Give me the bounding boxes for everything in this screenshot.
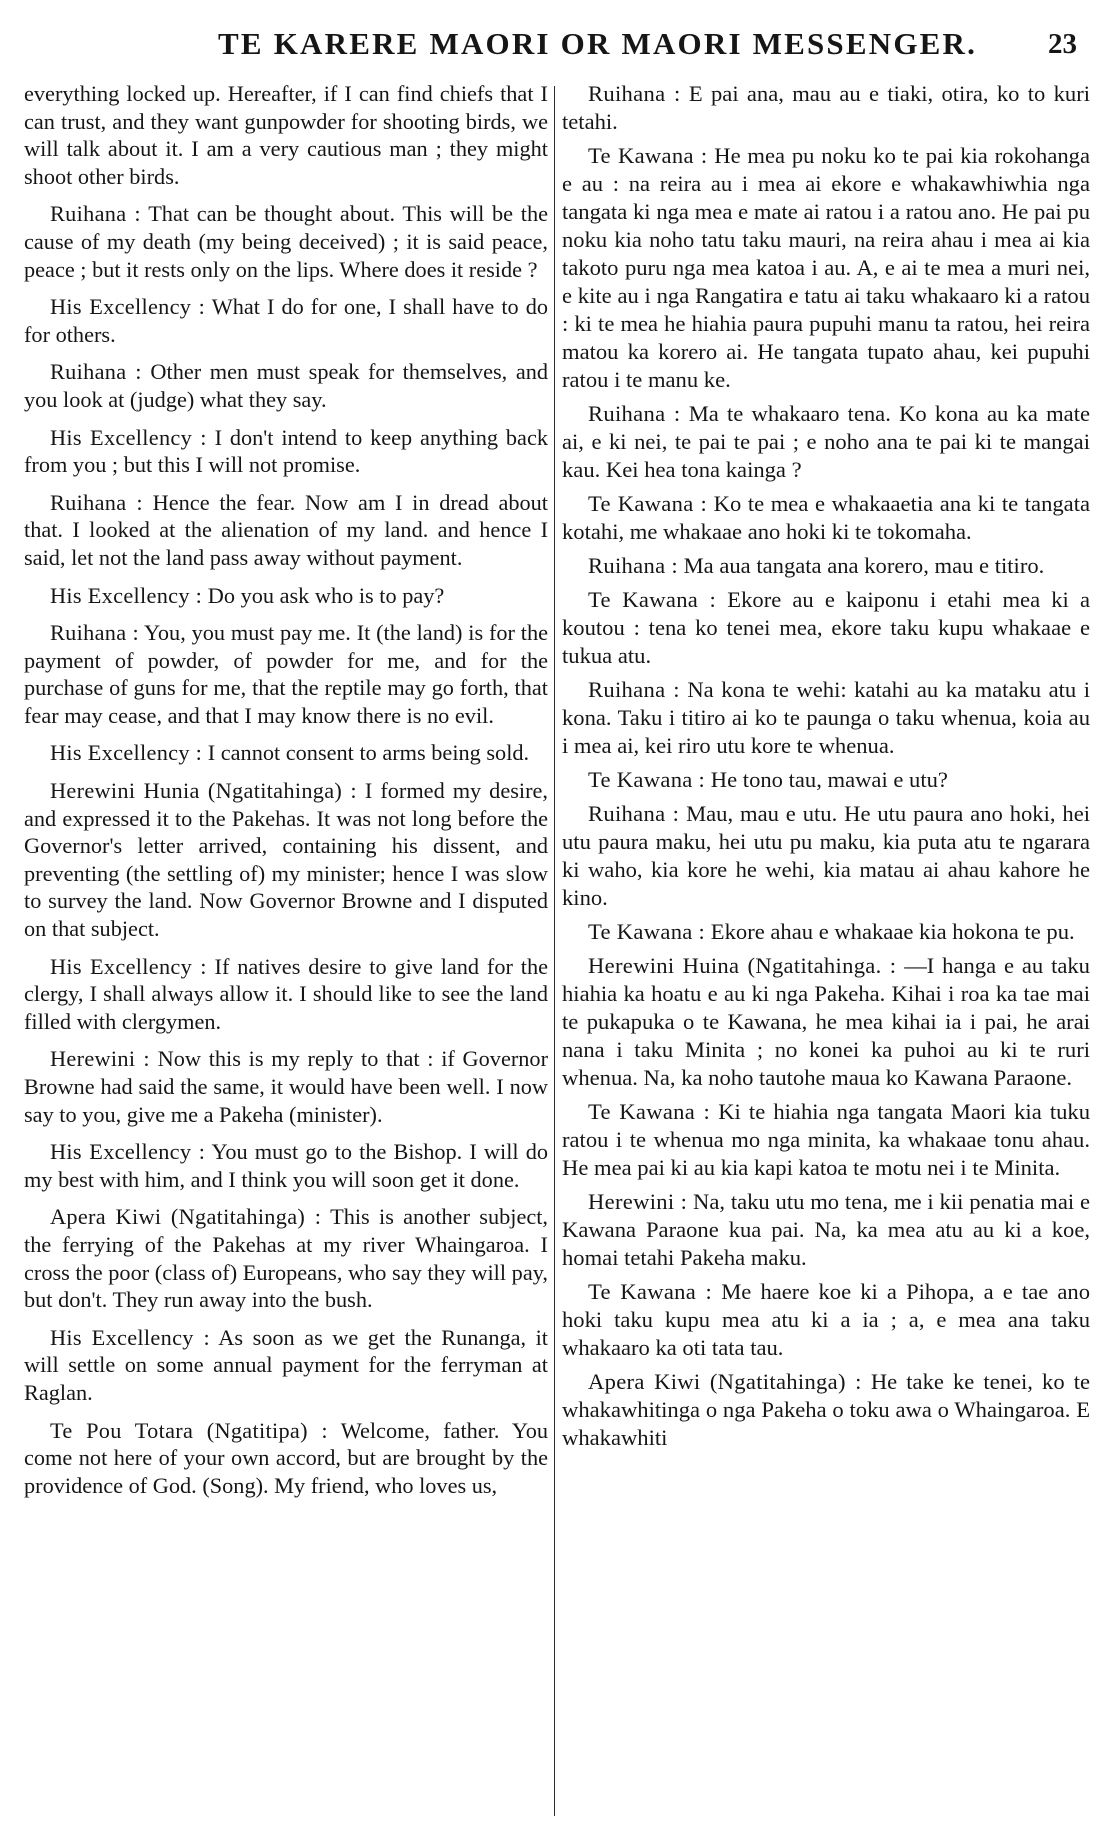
speaker-name: Te Kawana : [588, 587, 717, 612]
speech-text: As soon as we get the Runanga, it will settle on some annual payment for the ferryman at Raglan. [24, 1324, 548, 1405]
speech-text: He take ke tenei, ko te whakawhitinga o nga Pakeha o toku awa o Whaingaroa. E whakawhiti [562, 1369, 1090, 1450]
speaker-name: His Excellency : [50, 953, 207, 979]
maori-paragraph [562, 800, 1090, 912]
speaker-name: Herewini Huina (Ngatitahinga. : [588, 953, 897, 978]
speech-text: I formed my desire, and expressed it to the Pakehas. It was not long before the Governor's letter arrived, containing his dissent, and preventing (the settling of) my minister; hence I was slow to survey the land. Now Governor Browne and I disputed on that subject. [24, 778, 548, 942]
english-paragraph [24, 1417, 548, 1500]
speaker-name: Herewini : [588, 1189, 688, 1214]
speaker-name: Ruihana : [588, 401, 681, 426]
speech-text: —I hanga e au taku hiahia ka hoatu e au ki nga Pakeha. Kihai i roa ka tae mai te pukapuka o te Kawana, he mea kihai ia i pai, he arai nana i taku Minita ; no konei ka puhoi au ki te ruri whenua. Na, ka noho tautohe maua ko Kawana Paraone. [562, 953, 1090, 1090]
speech-text: This is another subject, the ferrying of the Pakehas at my river Whaingaroa. I cross the poor (class of) Europeans, who say they will pay, but don't. They run away into the bush. [24, 1204, 548, 1313]
speaker-name: Te Pou Totara (Ngatitipa) : [50, 1417, 328, 1443]
speaker-name: Te Kawana : [588, 143, 708, 168]
speech-text: Other men must speak for themselves, and you look at (judge) what they say. [24, 359, 548, 412]
english-paragraph [24, 200, 548, 283]
maori-paragraph [562, 676, 1090, 760]
maori-paragraph [562, 952, 1090, 1092]
speaker-name: Ruihana : [50, 359, 142, 385]
speech-text: Me haere koe ki a Pihopa, a e tae ano hoki taku kupu mea atu ki a ia ; a, e mea ana taku whakaaro ka oti tata tau. [562, 1279, 1090, 1360]
speech-text: Mau, mau e utu. He utu paura ano hoki, hei utu paura maku, hei utu pu maku, kia puta atu te ngarara ki waho, kia kore he wehi, kia matau ai ahau kahore he kino. [562, 801, 1090, 910]
english-paragraph [24, 1324, 548, 1407]
speech-text: Hence the fear. Now am I in dread about that. I looked at the alienation of my land. and hence I said, let not the land pass away without payment. [24, 489, 548, 570]
maori-paragraph [562, 1188, 1090, 1272]
english-paragraph [24, 424, 548, 479]
speech-text: Ko te mea e whakaaetia ana ki te tangata kotahi, me whakaae ano hoki ki te tokomaha. [562, 491, 1090, 544]
english-paragraph [24, 489, 548, 572]
speaker-name: Herewini Hunia (Ngatitahinga) : [50, 778, 357, 804]
speech-text: E pai ana, mau au e tiaki, otira, ko to kuri tetahi. [562, 81, 1090, 134]
maori-paragraph [562, 918, 1090, 946]
english-paragraph [24, 619, 548, 729]
speaker-name: Ruihana : [588, 81, 681, 106]
speaker-name: Apera Kiwi (Ngatitahinga) : [50, 1204, 322, 1230]
speech-text: He mea pu noku ko te pai kia rokohanga e au : na reira au i mea ai ekore e whakawhiwhia nga tangata ki nga mea e mate ai ratou i a ratou ano. He pai pu noku kia noho tatu taku mauri, na reira ahau i mea ai kia takoto puru nga mea katoa i au. A, e ai te mea a muri nei, e kite au i nga Rangatira e tatu ai taku whakaaro ki a ratou : ki te mea he hiahia paura pupuhi manu ta ratou, hei reira matou ka korero ai. He tangata tupato ahau, kei pupuhi ratou i te manu ke. [562, 143, 1090, 392]
speech-text: He tono tau, mawai e utu? [710, 767, 948, 792]
speaker-name: His Excellency : [50, 1139, 206, 1165]
english-paragraph [24, 1203, 548, 1313]
speech-text: What I do for one, I shall have to do for others. [24, 294, 548, 347]
running-title: TE KARERE MAORI OR MAORI MESSENGER. [218, 26, 978, 61]
speech-text: Do you ask who is to pay? [207, 582, 445, 608]
english-paragraph [24, 953, 548, 1036]
english-paragraph [24, 80, 548, 190]
speaker-name: His Excellency : [50, 582, 203, 608]
speech-text: Ma te whakaaro tena. Ko kona au ka mate ai, e ki nei, te pai te pai ; e noho ana te pai ki te mangai kau. Kei hea tona kainga ? [562, 401, 1090, 482]
english-paragraph [24, 1138, 548, 1193]
speaker-name: Te Kawana : [588, 767, 706, 792]
speaker-name: Te Kawana : [588, 1279, 713, 1304]
page-number: 23 [1048, 28, 1077, 60]
speech-text: If natives desire to give land for the clergy, I shall always allow it. I should like to see the land filled with clergymen. [24, 953, 548, 1034]
speaker-name: Te Kawana : [588, 1099, 711, 1124]
speaker-name: Ruihana : [588, 801, 680, 826]
speaker-name: Ruihana : [588, 553, 678, 578]
speech-text: I don't intend to keep anything back from you ; but this I will not promise. [24, 424, 548, 478]
maori-paragraph [562, 1368, 1090, 1452]
maori-paragraph [562, 766, 1090, 794]
english-paragraph [24, 582, 548, 610]
speech-text: Ekore au e kaiponu i etahi mea ki a koutou : tena ko tenei mea, ekore taku kupu whakaae e tukua atu. [562, 587, 1090, 668]
speaker-name: Ruihana : [50, 201, 141, 227]
speaker-name: Ruihana : [50, 620, 140, 646]
speech-text: Now this is my reply to that : if Governor Browne had said the same, it would have been well. I now say to you, give me a Pakeha (minister). [24, 1046, 548, 1127]
maori-paragraph [562, 400, 1090, 484]
speaker-name: His Excellency : [50, 424, 207, 450]
speech-text: Na kona te wehi: katahi au ka mataku atu i kona. Taku i titiro ai ko te paunga o taku whenua, koia au i mea ai, kei riro utu kore te whenua. [562, 677, 1090, 758]
speech-text: That can be thought about. This will be the cause of my death (my being deceived) ; it is said peace, peace ; but it rests only on the lips. Where does it reside ? [24, 201, 548, 282]
speaker-name: His Excellency : [50, 294, 206, 320]
english-paragraph [24, 739, 548, 767]
english-paragraph [24, 777, 548, 943]
column-divider [554, 86, 555, 1816]
maori-paragraph [562, 80, 1090, 136]
speaker-name: His Excellency : [50, 1324, 211, 1350]
english-paragraph [24, 358, 548, 413]
maori-paragraph [562, 1278, 1090, 1362]
maori-paragraph [562, 1098, 1090, 1182]
maori-column [562, 80, 1090, 1820]
speaker-name: Apera Kiwi (Ngatitahinga) : [588, 1369, 862, 1394]
english-column [24, 80, 548, 1820]
english-paragraph [24, 293, 548, 348]
speech-text: Ekore ahau e whakaae kia hokona te pu. [710, 919, 1075, 944]
speech-text: You must go to the Bishop. I will do my best with him, and I think you will soon get it done. [24, 1139, 548, 1192]
speech-text: everything locked up. Hereafter, if I can find chiefs that I can trust, and they want gunpowder for shooting birds, we will talk about it. I am a very cautious man ; they might shoot other birds. [24, 81, 548, 189]
speech-text: You, you must pay me. It (the land) is for the payment of powder, of powder for me, and for the purchase of guns for me, that the reptile may go forth, that fear may cease, and that I may know there is no evil. [24, 620, 548, 728]
speaker-name: Te Kawana : [588, 919, 706, 944]
english-paragraph [24, 1045, 548, 1128]
maori-paragraph [562, 552, 1090, 580]
speaker-name: Ruihana : [588, 677, 680, 702]
speech-text: Ma aua tangata ana korero, mau e titiro. [683, 553, 1045, 578]
speech-text: Ki te hiahia nga tangata Maori kia tuku ratou i te whenua mo nga minita, ka whakaae tonu ahau. He mea pai ki au kia kapi katoa te motu nei i te Minita. [562, 1099, 1090, 1180]
speaker-name: His Excellency : [50, 740, 203, 766]
speaker-name: Herewini : [50, 1046, 150, 1072]
speech-text: I cannot consent to arms being sold. [207, 740, 530, 766]
speech-text: Na, taku utu mo tena, me i kii penatia mai e Kawana Paraone kua pai. Na, ka mea atu au ki a koe, homai tetahi Pakeha maku. [562, 1189, 1090, 1270]
maori-paragraph [562, 142, 1090, 394]
maori-paragraph [562, 490, 1090, 546]
page-header [0, 0, 1114, 72]
maori-paragraph [562, 586, 1090, 670]
speaker-name: Ruihana : [50, 489, 143, 515]
speech-text: Welcome, father. You come not here of your own accord, but are brought by the providence of God. (Song). My friend, who loves us, [24, 1417, 548, 1498]
speaker-name: Te Kawana : [588, 491, 708, 516]
